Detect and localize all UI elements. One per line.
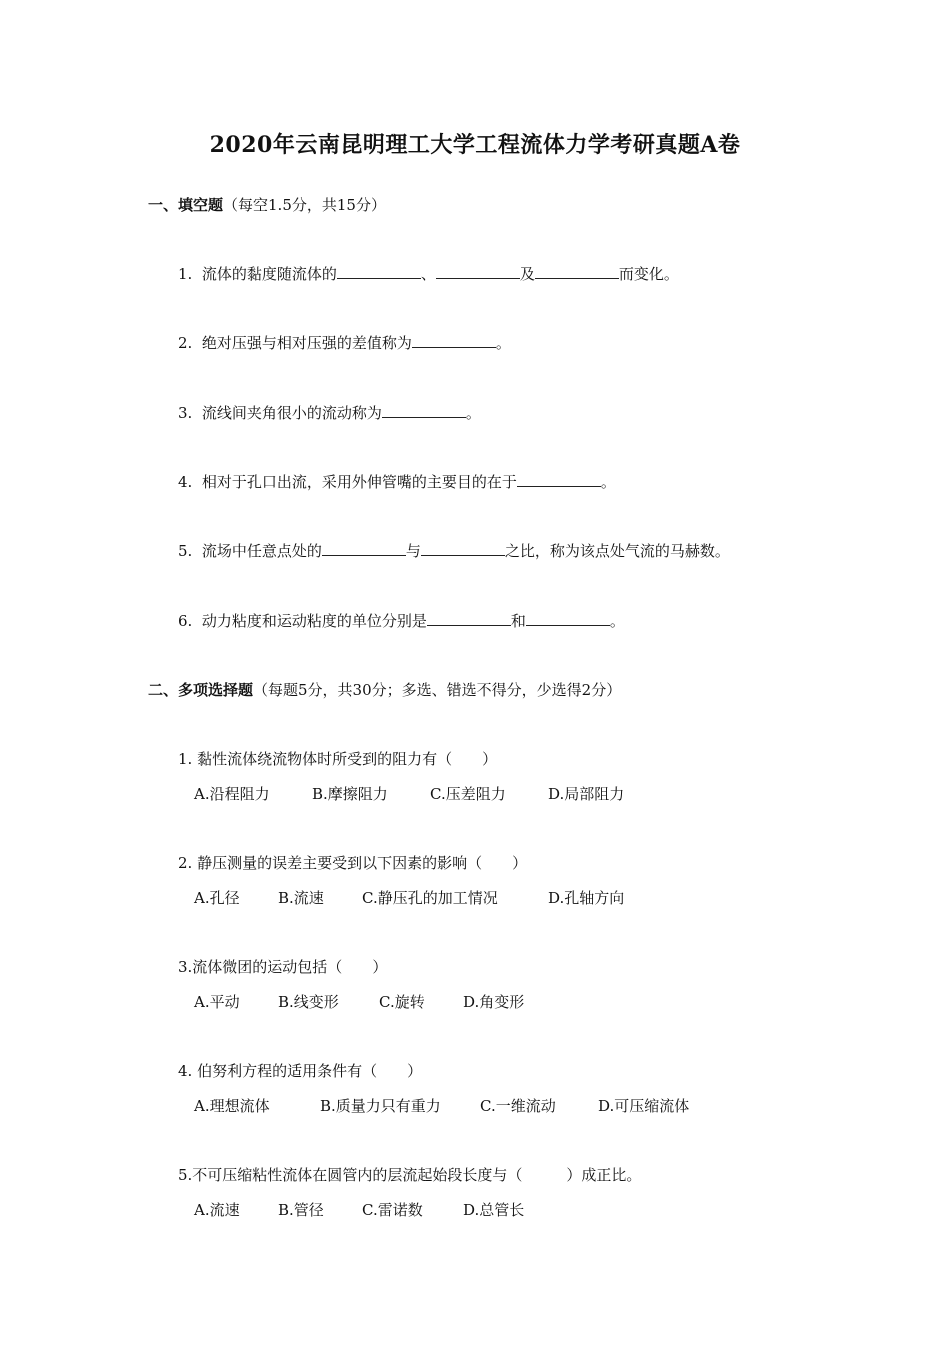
section-1-note: （每空1.5分，共15分）	[223, 196, 386, 214]
option-c[interactable]: C.一维流动	[480, 1097, 556, 1115]
answer-blank[interactable]	[526, 611, 610, 626]
section-1-heading	[148, 194, 386, 215]
question-text: 流线间夹角很小的流动称为	[201, 404, 382, 422]
option-a[interactable]: A.沿程阻力	[194, 785, 270, 803]
choice-question-1	[178, 748, 497, 769]
option-b[interactable]: B.线变形	[278, 993, 339, 1011]
section-2-title: 二、多项选择题	[148, 681, 254, 699]
choice-question-2	[178, 852, 527, 873]
section-1-title: 一、填空题	[148, 196, 224, 214]
choice-options-5	[194, 1199, 524, 1220]
question-text: 及	[519, 265, 535, 283]
option-b[interactable]: B.质量力只有重力	[320, 1097, 441, 1115]
page-title: 2020年云南昆明理工大学工程流体力学考研真题A卷	[209, 132, 741, 158]
fill-question-2	[178, 332, 511, 353]
answer-blank[interactable]	[427, 611, 511, 626]
question-text: 和	[510, 612, 526, 630]
question-text: 与	[405, 542, 421, 560]
fill-question-1	[178, 263, 679, 284]
choice-question-3	[178, 956, 387, 977]
option-d[interactable]: D.局部阻力	[548, 785, 625, 803]
question-stem-end: ）	[512, 854, 528, 872]
question-text: 。	[495, 334, 511, 352]
section-2-heading	[148, 679, 621, 700]
question-number: 5.	[178, 542, 193, 560]
question-number: 2.	[178, 334, 193, 352]
fill-question-4	[178, 471, 616, 492]
option-c[interactable]: C.旋转	[379, 993, 425, 1011]
choice-options-2	[194, 887, 624, 908]
question-number: 1.	[178, 265, 193, 283]
fill-question-5	[178, 540, 730, 561]
question-text: 流场中任意点处的	[201, 542, 322, 560]
option-c[interactable]: C.雷诺数	[362, 1201, 423, 1219]
question-stem: 1. 黏性流体绕流物体时所受到的阻力有（	[178, 750, 453, 768]
question-stem-end: ）	[482, 750, 498, 768]
section-2-note: （每题5分，共30分；多选、错选不得分，少选得2分）	[253, 681, 622, 699]
option-a[interactable]: A.流速	[194, 1201, 240, 1219]
question-stem: 3.流体微团的运动包括（	[178, 958, 343, 976]
question-stem: 5.不可压缩粘性流体在圆管内的层流起始段长度与（	[178, 1166, 523, 1184]
question-text: 相对于孔口出流，采用外伸管嘴的主要目的在于	[201, 473, 517, 491]
answer-blank[interactable]	[517, 472, 601, 487]
question-number: 3.	[178, 404, 193, 422]
choice-question-4	[178, 1060, 422, 1081]
question-number: 4.	[178, 473, 193, 491]
question-text: 之比，称为该点处气流的马赫数。	[504, 542, 730, 560]
question-text: 。	[600, 473, 616, 491]
answer-blank[interactable]	[436, 264, 520, 279]
option-a[interactable]: A.孔径	[194, 889, 240, 907]
question-text: 动力粘度和运动粘度的单位分别是	[201, 612, 427, 630]
question-text: 。	[465, 404, 481, 422]
option-d[interactable]: D.角变形	[463, 993, 525, 1011]
option-b[interactable]: B.流速	[278, 889, 324, 907]
question-stem: 2. 静压测量的误差主要受到以下因素的影响（	[178, 854, 483, 872]
option-a[interactable]: A.平动	[194, 993, 240, 1011]
answer-blank[interactable]	[535, 264, 619, 279]
question-text: 而变化。	[618, 265, 679, 283]
answer-blank[interactable]	[337, 264, 421, 279]
option-a[interactable]: A.理想流体	[194, 1097, 270, 1115]
option-d[interactable]: D.总管长	[463, 1201, 525, 1219]
option-b[interactable]: B.管径	[278, 1201, 324, 1219]
choice-options-1	[194, 783, 624, 804]
choice-options-4	[194, 1095, 689, 1116]
question-stem: 4. 伯努利方程的适用条件有（	[178, 1062, 378, 1080]
question-text: 绝对压强与相对压强的差值称为	[201, 334, 412, 352]
option-c[interactable]: C.静压孔的加工情况	[362, 889, 498, 907]
answer-blank[interactable]	[382, 403, 466, 418]
answer-blank[interactable]	[421, 541, 505, 556]
question-stem-end: ）成正比。	[566, 1166, 642, 1184]
question-text: 。	[609, 612, 625, 630]
choice-options-3	[194, 991, 524, 1012]
option-d[interactable]: D.可压缩流体	[598, 1097, 690, 1115]
option-b[interactable]: B.摩擦阻力	[312, 785, 388, 803]
choice-question-5	[178, 1164, 641, 1185]
question-stem-end: ）	[372, 958, 388, 976]
question-number: 6.	[178, 612, 193, 630]
option-d[interactable]: D.孔轴方向	[548, 889, 625, 907]
option-c[interactable]: C.压差阻力	[430, 785, 506, 803]
question-text: 流体的黏度随流体的	[201, 265, 337, 283]
answer-blank[interactable]	[412, 333, 496, 348]
question-text: 、	[420, 265, 436, 283]
answer-blank[interactable]	[322, 541, 406, 556]
fill-question-6	[178, 610, 625, 631]
question-stem-end: ）	[407, 1062, 423, 1080]
fill-question-3	[178, 402, 481, 423]
